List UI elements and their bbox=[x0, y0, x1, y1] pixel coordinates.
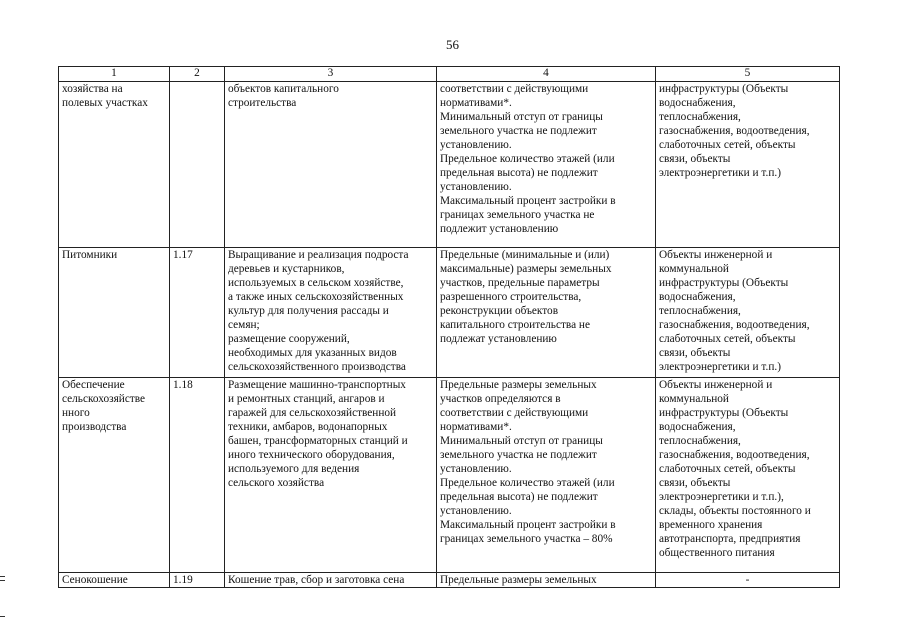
cell-text-line: используемого для ведения bbox=[228, 463, 360, 475]
cell-text-line: связи, объекты bbox=[659, 153, 731, 165]
cell-text-line: нного bbox=[62, 407, 90, 419]
cell-text-line: установлению. bbox=[440, 139, 512, 151]
cell-text-line: границах земельного участка не bbox=[440, 209, 595, 221]
parameters-cell bbox=[437, 82, 656, 248]
cell-text-line: коммунальной bbox=[659, 393, 729, 405]
cell-text-line: инфраструктуры (Объекты bbox=[659, 277, 789, 289]
header-cell: 5 bbox=[656, 67, 840, 82]
cell-text-line: установлению. bbox=[440, 463, 512, 475]
cell-text-line: инфраструктуры (Объекты bbox=[659, 407, 789, 419]
cell-text-line: сельского хозяйства bbox=[228, 477, 325, 489]
cell-text-line: участков определяются в bbox=[440, 393, 561, 405]
cell-text-line: Объекты инженерной и bbox=[659, 249, 773, 261]
edge-mark bbox=[0, 616, 5, 617]
cell-text-line: газоснабжения, водоотведения, bbox=[659, 319, 810, 331]
cell-text-line: Минимальный отступ от границы bbox=[440, 111, 603, 123]
cell-text-line: Обеспечение bbox=[62, 379, 125, 391]
cell-text-line: установлению. bbox=[440, 505, 512, 517]
cell-text-line: установлению. bbox=[440, 181, 512, 193]
cell-text-line: 1.18 bbox=[173, 379, 193, 391]
cell-text-line: инфраструктуры (Объекты bbox=[659, 83, 789, 95]
use-name-cell bbox=[59, 248, 170, 378]
table-row bbox=[59, 573, 840, 588]
cell-text-line: газоснабжения, водоотведения, bbox=[659, 125, 810, 137]
cell-text-line: объектов капитального bbox=[228, 83, 339, 95]
cell-text-line: производства bbox=[62, 421, 127, 433]
auxiliary-objects-cell bbox=[656, 248, 840, 378]
cell-text-line: культур для получения рассады и bbox=[228, 305, 389, 317]
edge-mark bbox=[0, 576, 5, 577]
cell-text-line: теплоснабжения, bbox=[659, 111, 741, 123]
code-cell bbox=[170, 573, 225, 588]
cell-text-line: Максимальный процент застройки в bbox=[440, 519, 616, 531]
cell-text-line: общественного питания bbox=[659, 547, 775, 559]
cell-text-line: Предельное количество этажей (или bbox=[440, 153, 615, 165]
cell-text-line: 1.19 bbox=[173, 574, 193, 586]
cell-text-line: теплоснабжения, bbox=[659, 435, 741, 447]
description-cell bbox=[225, 82, 437, 248]
use-name-cell bbox=[59, 82, 170, 248]
auxiliary-objects-cell bbox=[656, 82, 840, 248]
cell-text-line: Сенокошение bbox=[62, 574, 128, 586]
cell-text-line: связи, объекты bbox=[659, 347, 731, 359]
cell-text-line: капитального строительства не bbox=[440, 319, 590, 331]
cell-text-line: земельного участка не подлежит bbox=[440, 125, 597, 137]
page-number: 56 bbox=[446, 37, 459, 52]
cell-text-line: деревьев и кустарников, bbox=[228, 263, 345, 275]
cell-text-line: Питомники bbox=[62, 249, 118, 261]
table-row bbox=[59, 82, 840, 248]
cell-text-line: полевых участках bbox=[62, 97, 148, 109]
cell-text-line: газоснабжения, водоотведения, bbox=[659, 449, 810, 461]
cell-text-line: хозяйства на bbox=[62, 83, 123, 95]
cell-text-line: электроэнергетики и т.п.) bbox=[659, 167, 781, 179]
cell-text-line: водоснабжения, bbox=[659, 291, 736, 303]
cell-text-line: Предельные размеры земельных bbox=[440, 379, 597, 391]
use-name-cell bbox=[59, 573, 170, 588]
cell-text-line: слаботочных сетей, объекты bbox=[659, 333, 796, 345]
table-row bbox=[59, 378, 840, 573]
cell-text-line: коммунальной bbox=[659, 263, 729, 275]
cell-text-line: предельная высота) не подлежит bbox=[440, 491, 598, 503]
cell-text-line: электроэнергетики и т.п.), bbox=[659, 491, 784, 503]
cell-text-line: границах земельного участка – 80% bbox=[440, 533, 613, 545]
cell-text-line: - bbox=[745, 574, 750, 586]
cell-text-line: электроэнергетики и т.п.) bbox=[659, 361, 781, 373]
cell-text-line: слаботочных сетей, объекты bbox=[659, 463, 796, 475]
parameters-cell bbox=[437, 378, 656, 573]
code-cell bbox=[170, 248, 225, 378]
cell-text-line: связи, объекты bbox=[659, 477, 731, 489]
cell-text-line: семян; bbox=[228, 319, 260, 331]
edge-mark bbox=[0, 580, 5, 581]
cell-text-line: участков, предельные параметры bbox=[440, 277, 600, 289]
cell-text-line: реконструкции объектов bbox=[440, 305, 559, 317]
cell-text-line: сельскохозяйстве bbox=[62, 393, 146, 405]
cell-text-line: используемых в сельском хозяйстве, bbox=[228, 277, 404, 289]
cell-text-line: 1.17 bbox=[173, 249, 193, 261]
cell-text-line: водоснабжения, bbox=[659, 421, 736, 433]
cell-text-line: гаражей для сельскохозяйственной bbox=[228, 407, 397, 419]
cell-text-line: Предельное количество этажей (или bbox=[440, 477, 615, 489]
parameters-cell bbox=[437, 248, 656, 378]
cell-text-line: подлежат установлению bbox=[440, 333, 557, 345]
code-cell bbox=[170, 378, 225, 573]
cell-text-line: соответствии с действующими bbox=[440, 83, 589, 95]
header-cell: 3 bbox=[225, 67, 437, 82]
cell-text-line: подлежит установлению bbox=[440, 223, 559, 235]
cell-text-line: нормативами*. bbox=[440, 97, 512, 109]
header-cell: 1 bbox=[59, 67, 170, 82]
auxiliary-objects-cell bbox=[656, 378, 840, 573]
cell-text-line: водоснабжения, bbox=[659, 97, 736, 109]
cell-text-line: техники, амбаров, водонапорных bbox=[228, 421, 388, 433]
cell-text-line: Выращивание и реализация подроста bbox=[228, 249, 409, 261]
auxiliary-objects-cell bbox=[656, 573, 840, 588]
cell-text-line: слаботочных сетей, объекты bbox=[659, 139, 796, 151]
cell-text-line: земельного участка не подлежит bbox=[440, 449, 597, 461]
cell-text-line: а также иных сельскохозяйственных bbox=[228, 291, 404, 303]
cell-text-line: Предельные размеры земельных bbox=[440, 574, 597, 586]
cell-text-line: временного хранения bbox=[659, 519, 763, 531]
cell-text-line: строительства bbox=[228, 97, 297, 109]
parameters-cell bbox=[437, 573, 656, 588]
cell-text-line: Кошение трав, сбор и заготовка сена bbox=[228, 574, 405, 586]
cell-text-line: Объекты инженерной и bbox=[659, 379, 773, 391]
cell-text-line: иного технического оборудования, bbox=[228, 449, 395, 461]
cell-text-line: Предельные (минимальные и (или) bbox=[440, 249, 610, 261]
cell-text-line: склады, объекты постоянного и bbox=[659, 505, 811, 517]
cell-text-line: Минимальный отступ от границы bbox=[440, 435, 603, 447]
description-cell bbox=[225, 378, 437, 573]
cell-text-line: предельная высота) не подлежит bbox=[440, 167, 598, 179]
cell-text-line: максимальные) размеры земельных bbox=[440, 263, 612, 275]
table-row bbox=[59, 248, 840, 378]
cell-text-line: Размещение машинно-транспортных bbox=[228, 379, 406, 391]
cell-text-line: нормативами*. bbox=[440, 421, 512, 433]
table-header-row bbox=[59, 67, 840, 82]
cell-text-line: соответствии с действующими bbox=[440, 407, 589, 419]
cell-text-line: необходимых для указанных видов bbox=[228, 347, 397, 359]
cell-text-line: Максимальный процент застройки в bbox=[440, 195, 616, 207]
header-cell: 2 bbox=[170, 67, 225, 82]
code-cell bbox=[170, 82, 225, 248]
cell-text-line: и ремонтных станций, ангаров и bbox=[228, 393, 385, 405]
land-use-table bbox=[58, 66, 840, 588]
cell-text-line: размещение сооружений, bbox=[228, 333, 350, 345]
cell-text-line: автотранспорта, предприятия bbox=[659, 533, 801, 545]
cell-text-line: сельскохозяйственного производства bbox=[228, 361, 406, 373]
description-cell bbox=[225, 248, 437, 378]
description-cell bbox=[225, 573, 437, 588]
cell-text-line: теплоснабжения, bbox=[659, 305, 741, 317]
header-cell: 4 bbox=[437, 67, 656, 82]
use-name-cell bbox=[59, 378, 170, 573]
cell-text-line: разрешенного строительства, bbox=[440, 291, 582, 303]
cell-text-line: башен, трансформаторных станций и bbox=[228, 435, 408, 447]
